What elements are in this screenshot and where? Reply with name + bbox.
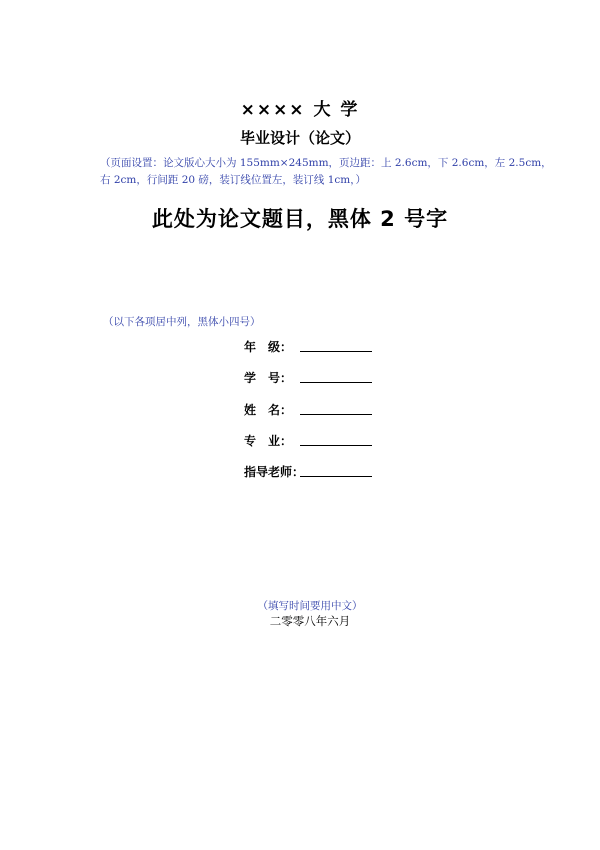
field-advisor xyxy=(244,463,305,481)
field-major xyxy=(244,432,299,450)
field-name xyxy=(244,401,299,419)
document-subtitle: 毕业设计（论文） xyxy=(239,129,360,147)
page-setup-note: （页面设置：论文版心大小为 155mm×245mm，页边距：上 2.6cm，下 2.6cm，左 2.5cm，右 2cm，行间距 20 磅，装订线位置左，装订线 1cm，） xyxy=(100,157,552,186)
field-underline xyxy=(300,351,372,352)
field-underline xyxy=(300,445,372,446)
thesis-title: 此处为论文题目，黑体 2 号字 xyxy=(151,207,449,231)
field-label: 年 级： xyxy=(244,340,293,354)
field-label: 学 号： xyxy=(244,371,293,385)
university-name: ×××× 大 学 xyxy=(240,100,360,120)
items-note: （以下各项居中列，黑体小四号） xyxy=(103,316,261,328)
field-label: 姓 名： xyxy=(244,403,293,417)
field-student-id xyxy=(244,369,299,387)
date: 二零零八年六月 xyxy=(269,614,351,628)
field-label: 专 业： xyxy=(244,434,293,448)
field-label: 指导老师： xyxy=(244,465,305,479)
date-note: （填写时间要用中文） xyxy=(257,600,363,612)
field-underline xyxy=(300,382,372,383)
field-grade xyxy=(244,338,299,356)
field-underline xyxy=(300,414,372,415)
field-underline xyxy=(300,476,372,477)
